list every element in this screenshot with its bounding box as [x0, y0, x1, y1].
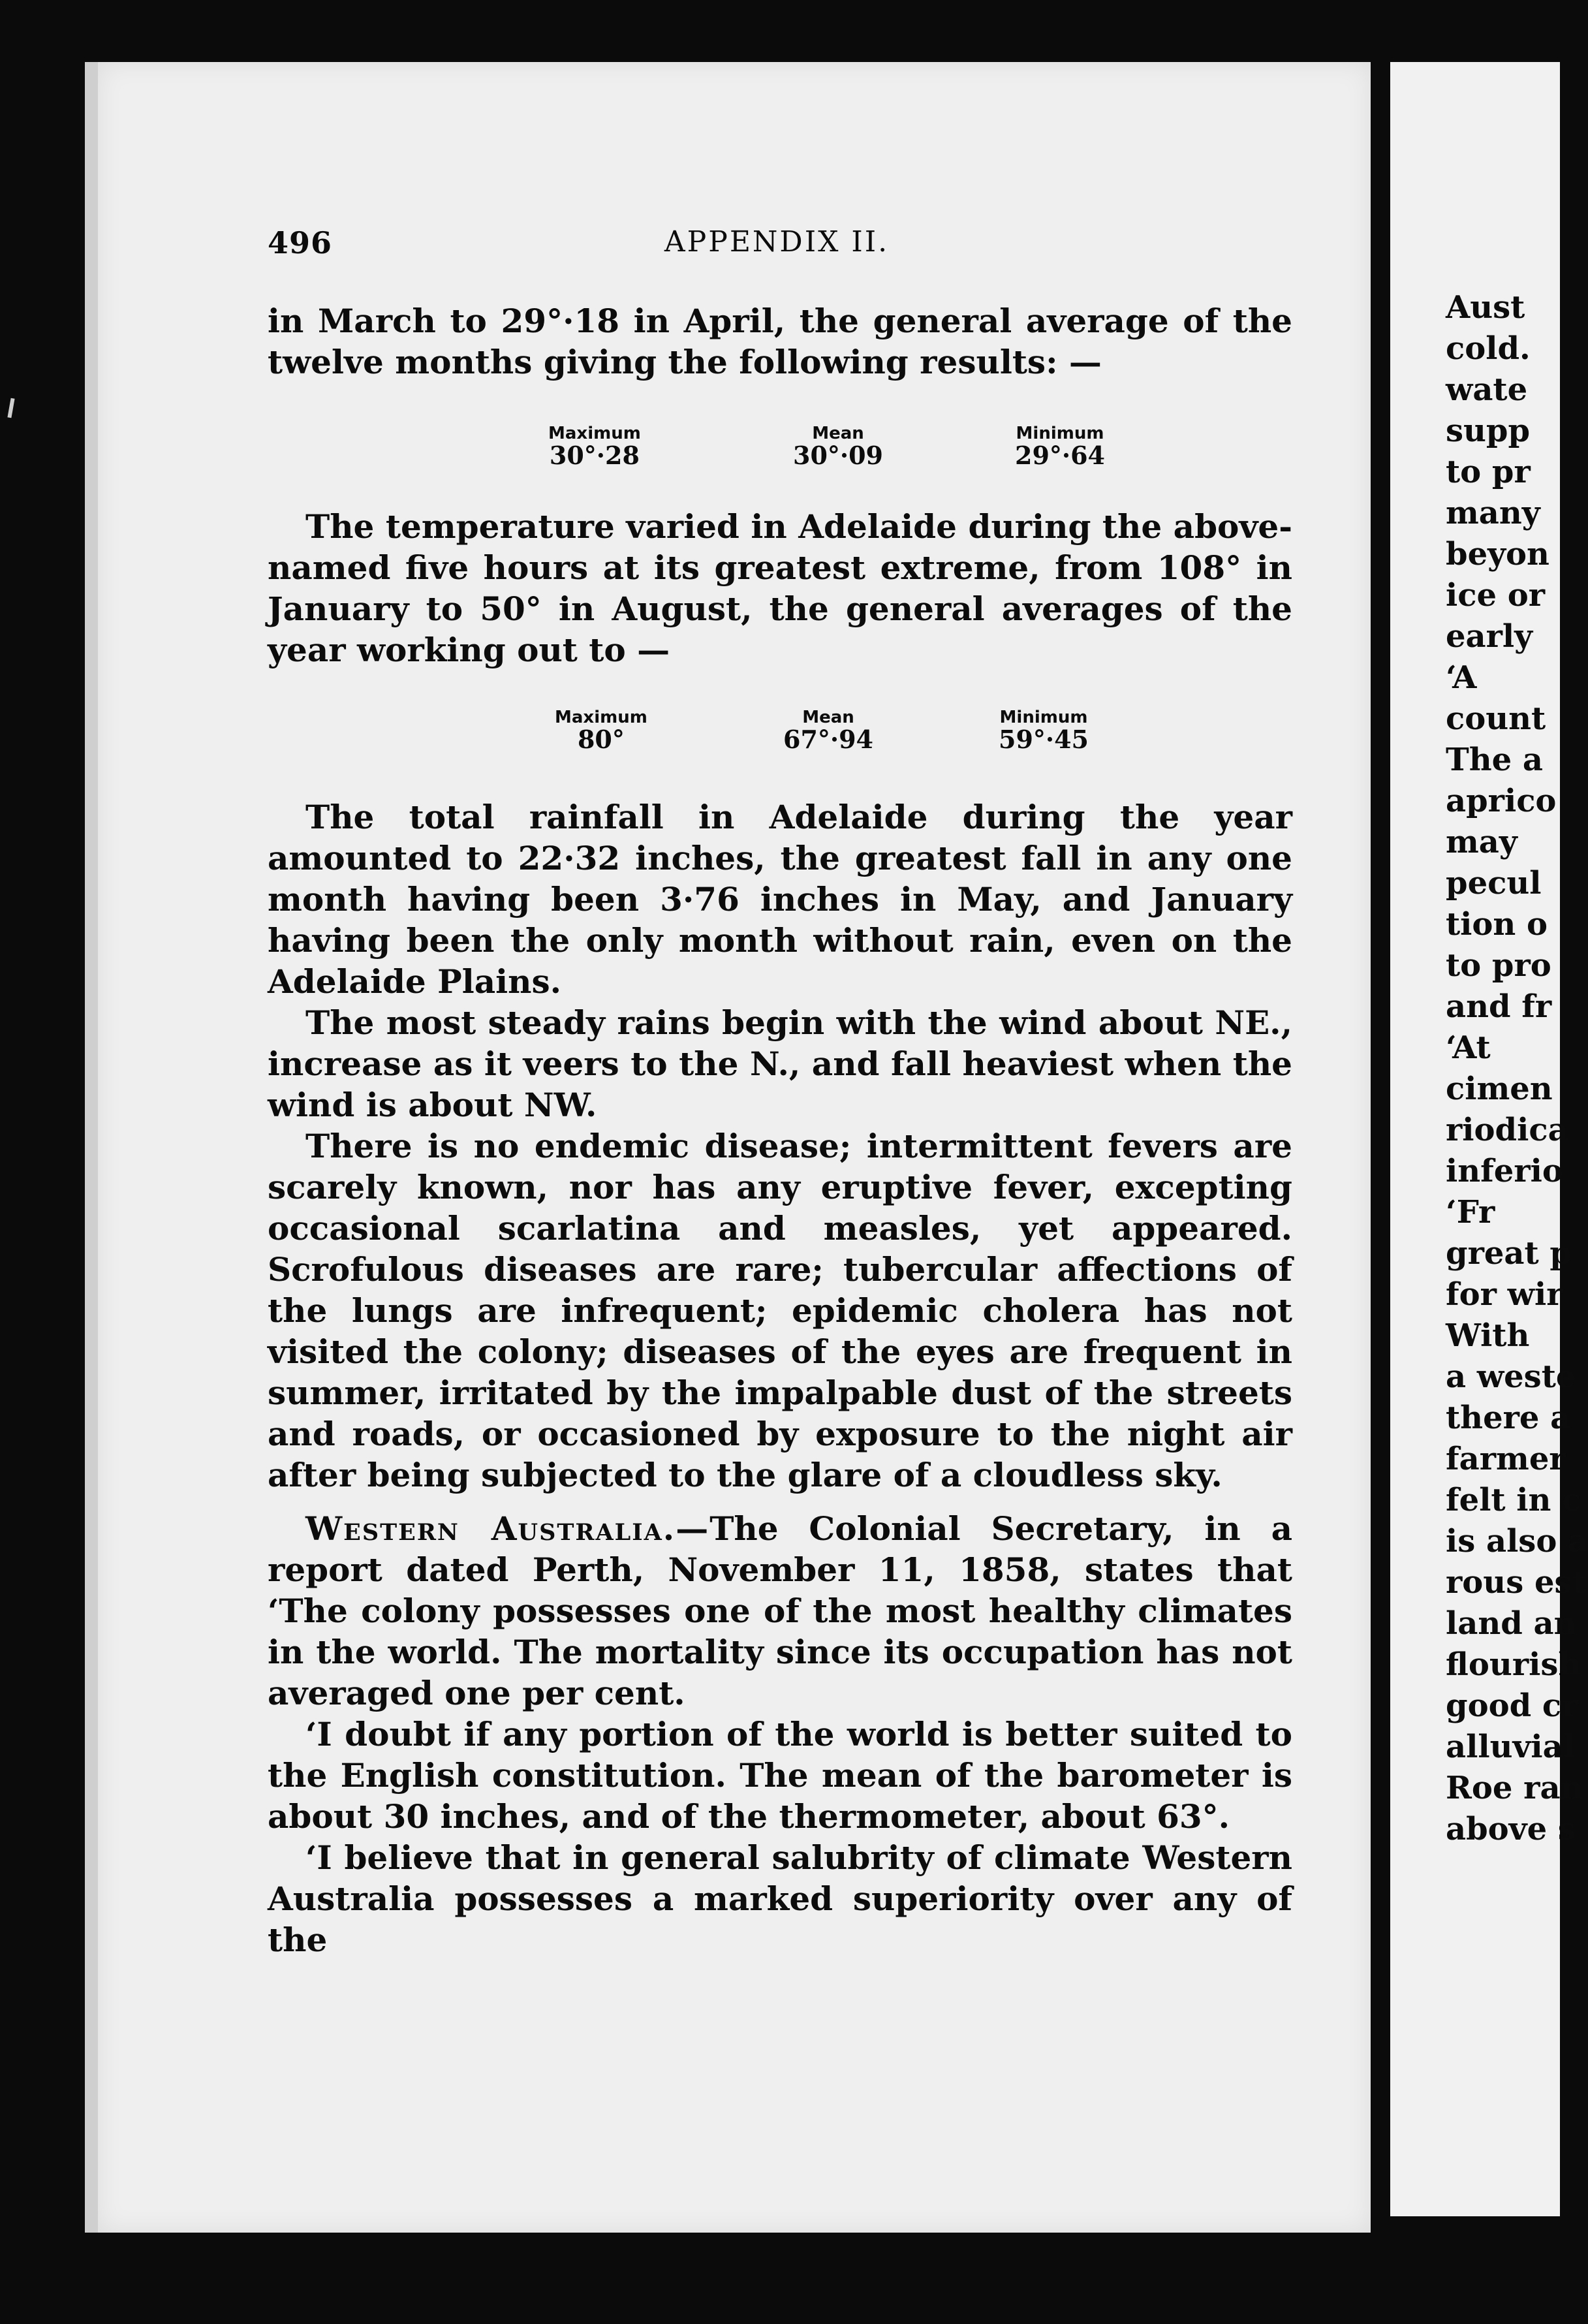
facing-page-line: riodica: [1446, 1112, 1568, 1148]
facing-page-line: count: [1446, 700, 1546, 737]
facing-page-line: ‘Fr: [1446, 1194, 1495, 1231]
facing-page-line: supp: [1446, 413, 1531, 449]
page-number: 496: [268, 225, 333, 260]
facing-page-line: great p: [1446, 1235, 1572, 1272]
paragraph-2: The temperature varied in Adelaide during the above-named five hours at its greatest extreme, from 108° in January to 50° in August, the general averages of the year working out to —: [268, 507, 1292, 669]
facing-page-line: cimen: [1446, 1071, 1553, 1107]
stat-minimum: Minimum 29°·64: [1015, 424, 1105, 470]
facing-page-line: felt in c: [1446, 1482, 1581, 1518]
section-heading: Western Australia.—: [305, 1509, 710, 1548]
facing-page-line: tion o: [1446, 906, 1548, 943]
page-header: [268, 225, 1286, 271]
facing-page-line: a weste: [1446, 1358, 1576, 1395]
western-australia-section: Western Australia.—The Colonial Secretary, in a report dated Perth, November 11, 1858, states that ‘The colony possesses one of the most healthy climates in the world. The mortality since its occupation has not averaged one per cent. ‘I doubt if any portion of the world is better suited to the English constitution. The mean of the barometer is about 30 inches, and of the thermometer, about 63°. ‘I believe that in general salubrity of climate Western Australia possesses a marked superiority over any of the: [268, 1509, 1293, 1959]
facing-page-line: land an: [1446, 1605, 1577, 1642]
facing-page-line: cold.: [1446, 330, 1531, 367]
facing-page-line: above s: [1446, 1811, 1576, 1847]
facing-page-line: Aust: [1446, 289, 1525, 326]
facing-page-line: The a: [1446, 742, 1543, 778]
paragraph-1: in March to 29°·18 in April, the general average of the twelve months giving the following results: —: [268, 302, 1292, 381]
facing-page-line: many: [1446, 495, 1540, 531]
facing-page-line: rous est: [1446, 1564, 1587, 1601]
stat-maximum: Maximum 30°·28: [548, 424, 641, 470]
facing-page-line: beyon: [1446, 536, 1549, 573]
facing-page-line: and fr: [1446, 988, 1552, 1025]
facing-page-text: [1446, 287, 1588, 1850]
facing-page-line: With: [1446, 1317, 1530, 1354]
facing-page-line: good cr: [1446, 1688, 1578, 1724]
facing-page-line: to pro: [1446, 947, 1551, 984]
barometer-averages: [268, 424, 1286, 483]
stat-maximum: Maximum 80°: [555, 708, 647, 754]
facing-page-line: ice or: [1446, 577, 1546, 614]
facing-page-line: farmer: [1446, 1441, 1566, 1477]
paragraph-3: The total rainfall in Adelaide during the year amounted to 22·32 inches, the greatest fall in any one month having been 3·76 inches in May, and January having been the only month without rain, even on the Adelaide Plains. The most steady rains begin with the wind about NE., increase as it veers to the N., and fall heaviest when the wind is about NW. There is no endemic disease; intermittent fevers are scarely known, nor has any eruptive fever, excepting occasional scarlatina and measles, yet appeared. Scrofulous diseases are rare; tubercular affections of the lungs are infrequent; epidemic cholera has not visited the colony; diseases of the eyes are frequent in summer, irritated by the impalpable dust of the streets and roads, or occasioned by exposure to the night air after being subjected to the glare of a cloudless sky.: [268, 798, 1292, 1494]
running-head: APPENDIX II.: [664, 225, 890, 259]
stat-mean: Mean 30°·09: [793, 424, 883, 470]
facing-page-line: aprico: [1446, 783, 1557, 819]
facing-page-line: ‘A: [1446, 659, 1477, 696]
page-edge: [85, 62, 99, 2233]
facing-page-line: inferio: [1446, 1153, 1563, 1189]
temperature-averages: [268, 708, 1286, 767]
stat-minimum: Minimum 59°·45: [999, 708, 1089, 754]
facing-page-line: Roe ran: [1446, 1770, 1583, 1806]
facing-page-line: there a: [1446, 1400, 1571, 1436]
facing-page-line: ‘At: [1446, 1029, 1491, 1066]
facing-page-line: flourish: [1446, 1646, 1581, 1683]
stat-mean: Mean 67°·94: [783, 708, 873, 754]
facing-page-line: is also a: [1446, 1523, 1588, 1560]
facing-page-line: to pr: [1446, 454, 1531, 490]
scan-mark: [7, 398, 14, 418]
facing-page-line: for wir: [1446, 1276, 1563, 1313]
facing-page-line: pecul: [1446, 865, 1542, 902]
facing-page-line: alluvial: [1446, 1729, 1575, 1765]
facing-page-line: early: [1446, 618, 1533, 655]
facing-page-line: may: [1446, 824, 1518, 860]
facing-page-line: wate: [1446, 371, 1528, 408]
